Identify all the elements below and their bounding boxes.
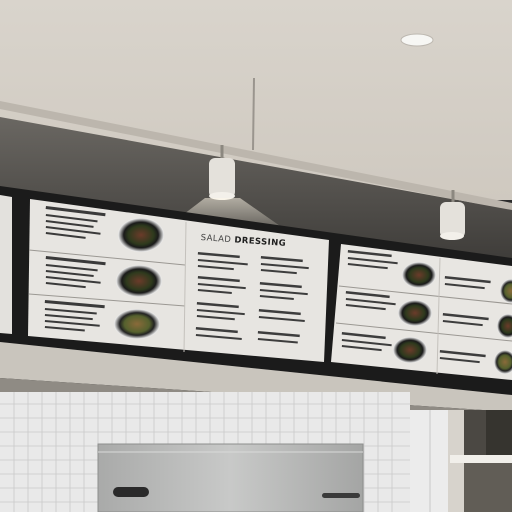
menu-board-left-partial [0, 195, 12, 334]
heading-word-salad: SALAD [200, 233, 232, 246]
dish-photo-1 [118, 218, 164, 252]
dish-photo-2 [116, 265, 162, 297]
dish-photo-5 [398, 300, 432, 326]
steel-cabinet [98, 444, 363, 512]
dish-photo-6 [393, 337, 427, 363]
cabinet-handle-left [113, 487, 149, 497]
door-frame-bar [450, 455, 512, 463]
ceiling-downlight [401, 34, 433, 46]
rail-suspension-rod [253, 78, 254, 150]
dish-photo-3 [114, 309, 160, 339]
heading-word-dressing: DRESSING [234, 235, 287, 249]
dish-photo-4 [402, 262, 436, 288]
wall-column [410, 410, 448, 512]
cabinet-handle-right [322, 493, 360, 498]
